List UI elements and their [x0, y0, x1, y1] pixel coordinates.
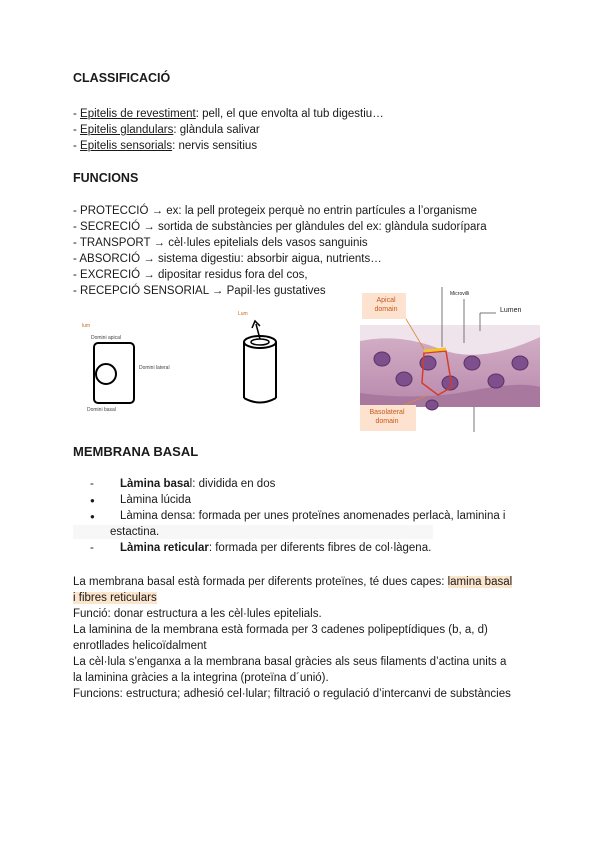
lateral-label: Domini lateral	[139, 365, 170, 371]
paragraph: La cèl·lula s’enganxa a la membrana basal gràcies als seus filaments d’actina units a la laminina gràcies a la integrina (proteïna d´unió).	[73, 656, 507, 684]
paragraph: Funció: donar estructura a les cèl·lules epitelials.	[73, 608, 322, 620]
list-item: - TRANSPORT → cèl·lules epitelials dels vasos sanguinis	[73, 237, 368, 249]
basal-label: Domini basal	[87, 407, 116, 413]
list-item: - EXCRECIÓ → dipositar residus fora del cos,	[73, 269, 308, 281]
cell-domains-diagram	[78, 322, 198, 417]
paragraph: La laminina de la membrana està formada per 3 cadenes polipeptídiques (b, a, d) enrotllades helicoïdalment	[73, 624, 488, 652]
list-item: - SECRECIÓ → sortida de substàncies per glàndules del ex: glàndula sudorípara	[73, 221, 487, 233]
list-item: - Epitelis sensorials: nervis sensitius	[73, 140, 258, 152]
lumen-label: lum	[82, 323, 91, 329]
paragraph: Funcions: estructura; adhesió cel·lular; filtració o regulació d’intercanvi de substàncies	[73, 688, 511, 700]
tube-lumen-label: Lum	[238, 311, 248, 317]
list-item: - RECEPCIÓ SENSORIAL → Papil·les gustatives	[73, 285, 326, 297]
list-item: - Làmina basal: dividida en dos	[90, 478, 276, 490]
list-item: - Epitelis glandulars: glàndula salivar	[73, 124, 260, 136]
paragraph: La membrana basal està formada per diferents proteïnes, té dues capes: lamina basal i fibres reticulars	[73, 576, 513, 604]
list-item-continuation: estactina.	[110, 526, 160, 538]
microvilli-label: Microvilli	[450, 291, 470, 297]
list-item: - Làmina reticular: formada per diferents fibres de col·làgena.	[90, 542, 432, 554]
term: Epitelis de revestiment	[80, 108, 196, 120]
basolateral-domain-label: Basolateral domain	[369, 409, 405, 425]
section-title-membrana: MEMBRANA BASAL	[73, 444, 199, 459]
list-item: - Epitelis de revestiment: pell, el que envolta al tub digestiu…	[73, 108, 384, 120]
list-item: ● Làmina densa: formada per unes proteïnes anomenades perlacà, laminina i	[90, 510, 506, 522]
highlighted-text: lamina basal i fibres reticulars	[73, 576, 513, 604]
epithelium-micrograph	[360, 287, 540, 432]
list-item: - ABSORCIÓ → sistema digestiu: absorbir aigua, nutrients…	[73, 253, 382, 265]
term: Epitelis sensorials	[80, 140, 173, 152]
section-title-funcions: FUNCIONS	[73, 171, 139, 185]
list-item: - PROTECCIÓ → ex: la pell protegeix perquè no entrin partícules a l’organisme	[73, 205, 477, 217]
term: Epitelis glandulars	[80, 124, 174, 136]
section-title-classificacio: CLASSIFICACIÓ	[73, 71, 171, 85]
apical-label: Domini apical	[91, 335, 122, 341]
lumen-label: Lumen	[500, 307, 522, 314]
apical-domain-label: Apical domain	[374, 297, 398, 313]
tube-diagram	[232, 308, 292, 408]
list-item: ● Làmina lúcida	[90, 494, 191, 506]
